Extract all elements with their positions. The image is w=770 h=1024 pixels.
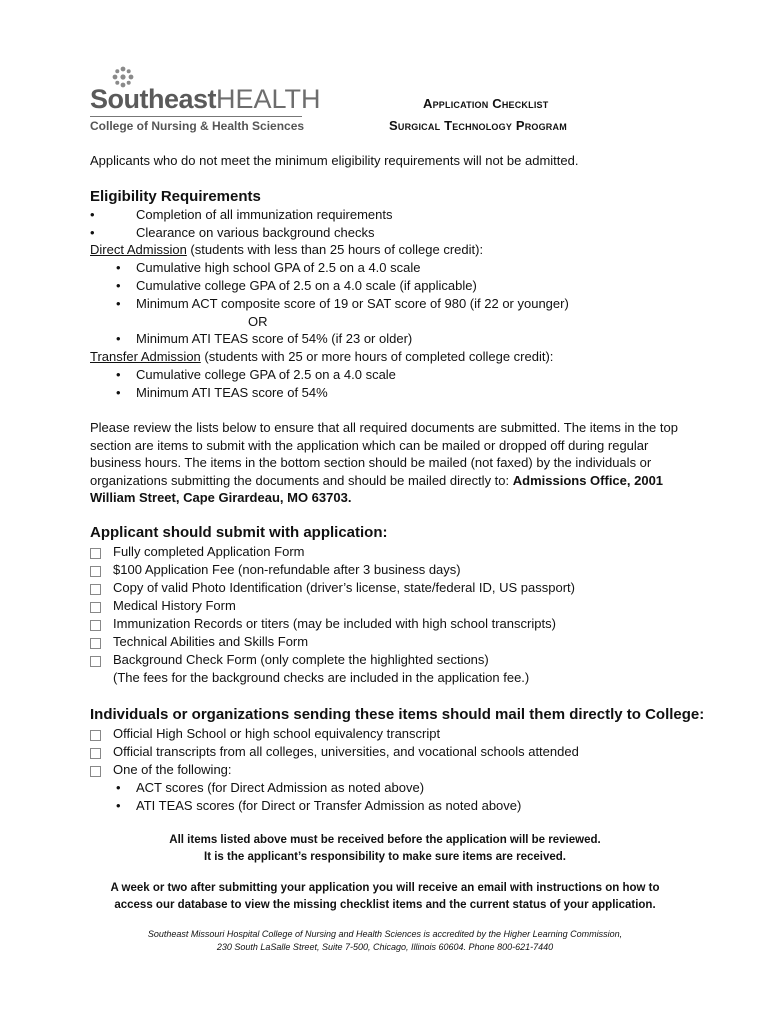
- list-item: Minimum ACT composite score of 19 or SAT score of 980 (if 22 or younger): [136, 296, 569, 311]
- college-logo: [90, 64, 321, 134]
- program-title: Surgical Technology Program: [389, 118, 567, 133]
- bullet-icon: •: [90, 225, 95, 240]
- logo-divider: [90, 116, 302, 117]
- checklist-item: Copy of valid Photo Identification (driver’s license, state/federal ID, US passport): [113, 580, 575, 595]
- list-item: Minimum ATI TEAS score of 54%: [136, 385, 328, 400]
- checklist-item: Technical Abilities and Skills Form: [113, 634, 309, 649]
- checkbox-icon[interactable]: [90, 548, 101, 559]
- checklist-item: Official transcripts from all colleges, universities, and vocational schools attended: [113, 744, 579, 759]
- bullet-icon: •: [116, 278, 121, 293]
- list-item: Minimum ATI TEAS score of 54% (if 23 or older): [136, 331, 413, 346]
- closing-line: A week or two after submitting your application you will receive an email with instructions on how to: [110, 882, 660, 894]
- bullet-icon: •: [116, 367, 121, 382]
- checkbox-icon[interactable]: [90, 584, 101, 595]
- checklist-item: Medical History Form: [113, 598, 236, 613]
- review-line: business hours. The items in the bottom section should be mailed (not faxed) by the individuals or: [90, 455, 652, 470]
- logo-subtitle: College of Nursing & Health Sciences: [90, 119, 305, 133]
- checkbox-icon[interactable]: [90, 620, 101, 631]
- bullet-icon: •: [116, 780, 121, 795]
- checklist-item: $100 Application Fee (non-refundable after 3 business days): [113, 562, 461, 577]
- checklist-item: One of the following:: [113, 762, 232, 777]
- checkbox-icon[interactable]: [90, 748, 101, 759]
- closing-line: All items listed above must be received before the application will be reviewed.: [169, 834, 601, 846]
- or-separator: OR: [248, 314, 268, 329]
- closing-line: It is the applicant’s responsibility to make sure items are received.: [204, 851, 566, 863]
- closing-line: access our database to view the missing checklist items and the current status of your application.: [114, 899, 656, 911]
- bullet-icon: •: [116, 296, 121, 311]
- eligibility-heading: Eligibility Requirements: [90, 188, 261, 205]
- checklist-item: Background Check Form (only complete the highlighted sections): [113, 652, 489, 667]
- checkbox-icon[interactable]: [90, 602, 101, 613]
- bullet-icon: •: [90, 207, 95, 222]
- bullet-icon: •: [116, 331, 121, 346]
- checklist-item: Official High School or high school equivalency transcript: [113, 726, 441, 741]
- list-item: ATI TEAS scores (for Direct or Transfer Admission as noted above): [136, 798, 522, 813]
- list-item: Completion of all immunization requirements: [136, 207, 393, 222]
- checkbox-icon[interactable]: [90, 730, 101, 741]
- checklist-note: (The fees for the background checks are included in the application fee.): [113, 670, 530, 685]
- eligibility-notice: Applicants who do not meet the minimum eligibility requirements will not be admitted.: [90, 153, 579, 168]
- checkbox-icon[interactable]: [90, 766, 101, 777]
- list-item: Clearance on various background checks: [136, 225, 375, 240]
- applicant-heading: Applicant should submit with application:: [90, 524, 388, 541]
- list-item: Cumulative high school GPA of 2.5 on a 4.0 scale: [136, 260, 421, 275]
- document-title: Application Checklist: [423, 96, 549, 111]
- bullet-icon: •: [116, 385, 121, 400]
- transfer-admission-label: Transfer Admission (students with 25 or more hours of completed college credit):: [90, 349, 554, 364]
- review-line: section are items to submit with the application which can be mailed or dropped off during regular: [90, 438, 649, 453]
- footer-line: Southeast Missouri Hospital College of Nursing and Health Sciences is accredited by the Higher Learning Commission,: [147, 929, 623, 939]
- mailing-address: William Street, Cape Girardeau, MO 63703.: [90, 490, 352, 505]
- review-line: organizations submitting the documents and should be mailed directly to: Admissions Office, 2001: [90, 473, 664, 488]
- list-item: Cumulative college GPA of 2.5 on a 4.0 scale: [136, 367, 396, 382]
- checklist-item: Fully completed Application Form: [113, 544, 305, 559]
- bullet-icon: •: [116, 260, 121, 275]
- bullet-icon: •: [116, 798, 121, 813]
- footer-line: 230 South LaSalle Street, Suite 7-500, Chicago, Illinois 60604. Phone 800-621-7440: [216, 942, 554, 952]
- checkbox-icon[interactable]: [90, 638, 101, 649]
- list-item: Cumulative college GPA of 2.5 on a 4.0 scale (if applicable): [136, 278, 477, 293]
- logo-wordmark: SoutheastHEALTH: [90, 84, 321, 114]
- list-item: ACT scores (for Direct Admission as noted above): [136, 780, 425, 795]
- mail-heading: Individuals or organizations sending these items should mail them directly to College:: [90, 706, 705, 723]
- checkbox-icon[interactable]: [90, 566, 101, 577]
- checkbox-icon[interactable]: [90, 656, 101, 667]
- direct-admission-label: Direct Admission (students with less than 25 hours of college credit):: [90, 242, 484, 257]
- checklist-item: Immunization Records or titers (may be included with high school transcripts): [113, 616, 556, 631]
- review-line: Please review the lists below to ensure that all required documents are submitted. The items in the top: [90, 420, 678, 435]
